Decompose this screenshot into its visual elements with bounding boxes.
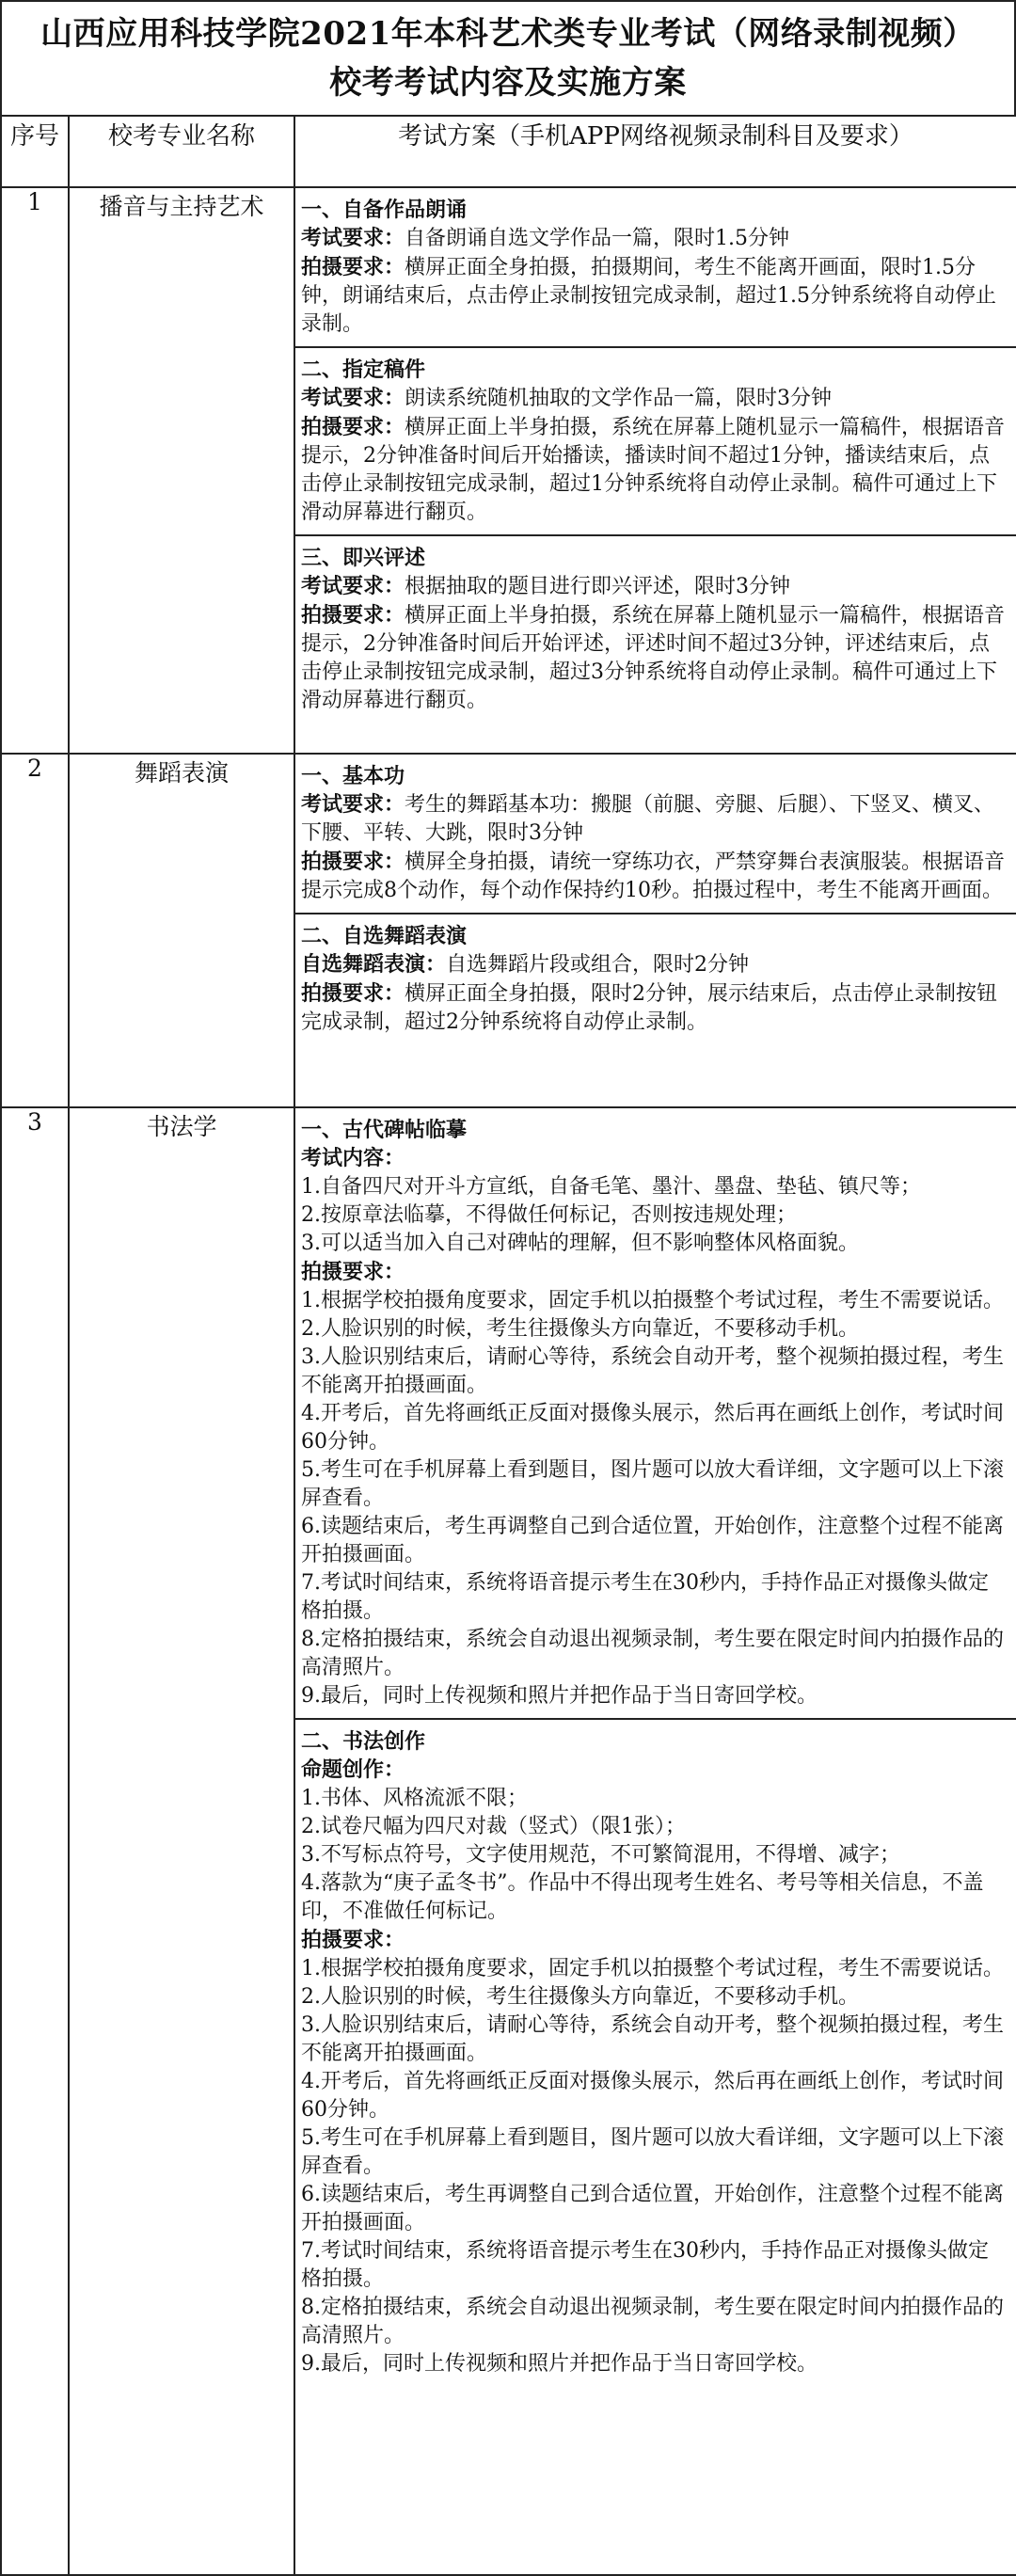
row-number: 2 [1,754,69,1107]
requirement-line [301,1456,1007,1513]
requirement-text: 根据抽取的题目进行即兴评述，限时3分钟 [405,575,791,598]
requirement-text: 考生的舞蹈基本功：搬腿（前腿、旁腿、后腿）、下竖叉、横叉、下腰、平转、大跳，限时3分钟 [301,793,995,845]
title-line-1: 山西应用科技学院2021年本科艺术类专业考试（网络录制视频） [40,15,976,53]
requirement-label: 拍摄要求： [301,1260,405,1284]
requirement-text: 1.根据学校拍摄角度要求，固定手机以拍摄整个考试过程，考生不需要说话。 [301,1957,1004,1980]
requirement-text: 2.按原章法临摹，不得做任何标记，否则按违规处理； [301,1203,797,1227]
requirement-text: 4.开考后，首先将画纸正反面对摄像头展示，然后再在画纸上创作，考试时间60分钟。 [301,2070,1004,2122]
requirement-line [301,1258,1007,1287]
requirement-line [301,1144,1007,1173]
requirement-line [301,1201,1007,1230]
requirement-text: 1.自备四尺对开斗方宣纸，自备毛笔、墨汁、墨盘、垫毡、镇尺等； [301,1175,921,1199]
section-title: 三、即兴评述 [301,546,426,570]
requirement-line [301,1513,1007,1569]
header-major-name: 校考专业名称 [69,116,294,187]
table-row [1,1107,1016,2575]
requirement-text: 4.开考后，首先将画纸正反面对摄像头展示，然后再在画纸上创作，考试时间60分钟。 [301,1402,1004,1454]
exam-section [295,188,1016,346]
requirement-line [301,1756,1007,1785]
requirement-line [301,1983,1007,2012]
requirement-line [301,224,1007,253]
requirement-label: 拍摄要求： [301,981,405,1006]
requirement-line [301,1173,1007,1201]
requirement-line [301,1287,1007,1315]
requirement-text: 3.可以适当加入自己对碑帖的理解，但不影响整体风格面貌。 [301,1232,859,1255]
exam-plan-table [0,115,1016,2576]
section-title: 一、基本功 [301,764,405,788]
requirement-line [301,2012,1007,2068]
exam-section [295,755,1016,913]
exam-section [295,534,1016,753]
requirement-text: 2.人脸识别的时候，考生往摄像头方向靠近，不要移动手机。 [301,1317,859,1341]
requirement-line [301,1926,1007,1955]
requirement-text: 2.人脸识别的时候，考生往摄像头方向靠近，不要移动手机。 [301,1985,859,2009]
row-number: 1 [1,187,69,754]
section-title: 一、古代碑帖临摹 [301,1118,468,1142]
requirement-line [301,1813,1007,1841]
requirement-line [301,848,1007,905]
requirement-line [301,1682,1007,1710]
requirement-text: 9.最后，同时上传视频和照片并把作品于当日寄回学校。 [301,1684,818,1708]
document-title [0,0,1016,117]
requirement-line [301,1400,1007,1456]
major-name: 书法学 [69,1107,294,2575]
row-number: 3 [1,1107,69,2575]
major-name: 播音与主持艺术 [69,187,294,754]
requirement-line [301,601,1007,715]
requirement-line [301,572,1007,601]
table-row [1,187,1016,754]
requirement-text: 3.人脸识别结束后，请耐心等待，系统会自动开考，整个视频拍摄过程，考生不能离开拍摄画面。 [301,1345,1004,1397]
requirement-text: 9.最后，同时上传视频和照片并把作品于当日寄回学校。 [301,2352,818,2376]
requirement-text: 3.不写标点符号，文字使用规范，不可繁简混用，不得增、减字； [301,1843,900,1867]
requirement-text: 自选舞蹈片段或组合，限时2分钟 [446,953,750,977]
requirement-line [301,253,1007,339]
requirement-text: 5.考生可在手机屏幕上看到题目，图片题可以放大看详细，文字题可以上下滚屏查看。 [301,1458,1004,1510]
exam-content [294,1107,1016,2575]
major-name: 舞蹈表演 [69,754,294,1107]
requirement-label: 拍摄要求： [301,850,405,874]
requirement-line [301,1315,1007,1344]
requirement-line [301,1569,1007,1626]
requirement-label: 拍摄要求： [301,603,405,628]
requirement-label: 拍摄要求： [301,415,405,439]
requirement-line [301,1785,1007,1813]
requirement-text: 1.书体、风格流派不限； [301,1787,528,1810]
exam-section [295,913,1016,1106]
requirement-label: 考试要求： [301,574,405,598]
title-line-2: 校考考试内容及实施方案 [329,64,687,102]
requirement-label: 考试要求： [301,226,405,250]
requirement-text: 8.定格拍摄结束，系统会自动退出视频录制，考生要在限定时间内拍摄作品的高清照片。 [301,2296,1004,2347]
requirement-label: 拍摄要求： [301,1928,405,1952]
requirement-label: 拍摄要求： [301,255,405,279]
requirement-text: 3.人脸识别结束后，请耐心等待，系统会自动开考，整个视频拍摄过程，考生不能离开拍摄画面。 [301,2013,1004,2065]
requirement-line [301,790,1007,848]
header-number: 序号 [1,116,69,187]
requirement-text: 1.根据学校拍摄角度要求，固定手机以拍摄整个考试过程，考生不需要说话。 [301,1289,1004,1312]
requirement-text: 横屏正面全身拍摄，限时2分钟，展示结束后，点击停止录制按钮完成录制，超过2分钟系统将自动停止录制。 [301,982,998,1034]
exam-section [295,1718,1016,2574]
requirement-text: 横屏正面上半身拍摄，系统在屏幕上随机显示一篇稿件，根据语音提示，2分钟准备时间后开始评述，评述时间不超过3分钟，评述结束后，点击停止录制按钮完成录制，超过3分钟系统将自动停止录制。稿件可通过上下滑动屏幕进行翻页。 [301,604,1006,712]
requirement-text: 6.读题结束后，考生再调整自己到合适位置，开始创作，注意整个过程不能离开拍摄画面。 [301,2183,1004,2234]
requirement-line [301,1841,1007,1869]
requirement-label: 考试要求： [301,792,405,817]
requirement-text: 横屏正面全身拍摄，拍摄期间，考生不能离开画面，限时1.5分钟，朗诵结束后，点击停止录制按钮完成录制，超过1.5分钟系统将自动停止录制。 [301,256,996,336]
section-title: 一、自备作品朗诵 [301,198,468,222]
requirement-line [301,1869,1007,1926]
requirement-line [301,1344,1007,1400]
requirement-line [301,2124,1007,2181]
requirement-line [301,2350,1007,2378]
requirement-text: 5.考生可在手机屏幕上看到题目，图片题可以放大看详细，文字题可以上下滚屏查看。 [301,2126,1004,2178]
exam-content [294,754,1016,1107]
requirement-line [301,950,1007,979]
requirement-line [301,2181,1007,2237]
requirement-label: 考试内容： [301,1146,405,1170]
requirement-text: 横屏全身拍摄，请统一穿练功衣，严禁穿舞台表演服装。根据语音提示完成8个动作，每个动作保持约10秒。拍摄过程中，考生不能离开画面。 [301,851,1006,902]
table-header-row [1,116,1016,187]
requirement-text: 朗读系统随机抽取的文学作品一篇，限时3分钟 [405,387,833,410]
exam-section [295,1108,1016,1718]
requirement-line [301,2068,1007,2124]
requirement-line [301,413,1007,527]
requirement-line [301,1955,1007,1983]
requirement-line [301,1230,1007,1258]
requirement-label: 命题创作： [301,1757,405,1782]
table-row [1,754,1016,1107]
requirement-text: 2.试卷尺幅为四尺对裁（竖式）（限1张）； [301,1815,686,1838]
requirement-line [301,2294,1007,2350]
requirement-label: 考试要求： [301,386,405,410]
requirement-text: 4.落款为“庚子孟冬书”。作品中不得出现考生姓名、考号等相关信息，不盖印，不准做任何标记。 [301,1871,984,1923]
requirement-label: 自选舞蹈表演： [301,952,447,977]
exam-section [295,346,1016,534]
requirement-text: 7.考试时间结束，系统将语音提示考生在30秒内，手持作品正对摄像头做定格拍摄。 [301,1571,989,1623]
section-title: 二、书法创作 [301,1729,426,1754]
section-title: 二、自选舞蹈表演 [301,924,468,948]
header-exam-plan: 考试方案（手机APP网络视频录制科目及要求） [294,116,1016,187]
exam-content [294,187,1016,754]
requirement-line [301,384,1007,413]
requirement-text: 自备朗诵自选文学作品一篇，限时1.5分钟 [405,227,790,250]
requirement-line [301,2237,1007,2294]
requirement-text: 7.考试时间结束，系统将语音提示考生在30秒内，手持作品正对摄像头做定格拍摄。 [301,2239,989,2291]
section-title: 二、指定稿件 [301,358,426,382]
requirement-text: 6.读题结束后，考生再调整自己到合适位置，开始创作，注意整个过程不能离开拍摄画面。 [301,1515,1004,1566]
requirement-text: 横屏正面上半身拍摄，系统在屏幕上随机显示一篇稿件，根据语音提示，2分钟准备时间后开始播读，播读时间不超过1分钟，播读结束后，点击停止录制按钮完成录制，超过1分钟系统将自动停止录制。稿件可通过上下滑动屏幕进行翻页。 [301,416,1006,524]
requirement-line [301,979,1007,1037]
requirement-line [301,1626,1007,1682]
requirement-text: 8.定格拍摄结束，系统会自动退出视频录制，考生要在限定时间内拍摄作品的高清照片。 [301,1628,1004,1679]
